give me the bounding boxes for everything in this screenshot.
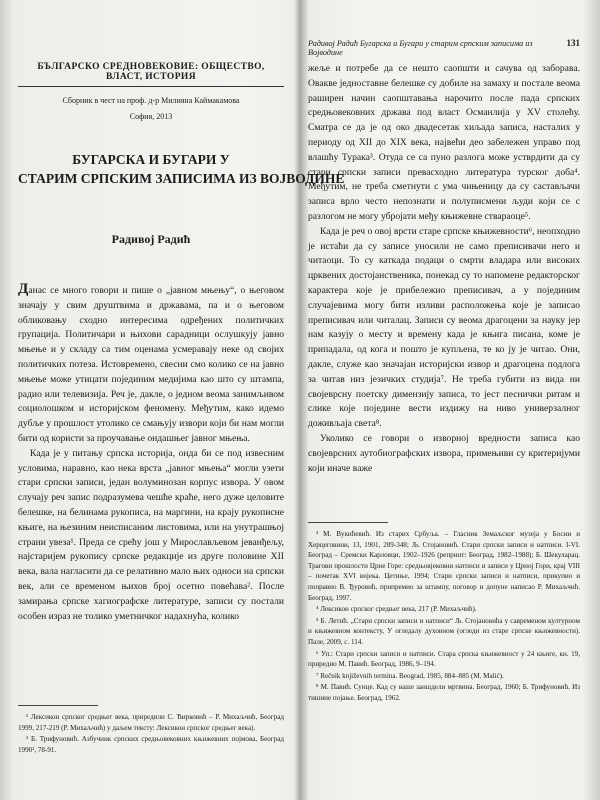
body-paragraph xyxy=(18,282,284,447)
article-title-line-2: СТАРИМ СРПСКИМ ЗАПИСИМА ИЗ ВОЈВОДИНЕ xyxy=(18,171,345,186)
body-paragraph: жеље и потребе да се нешто саопшти и сачува од заборава. Овакве једноставне белешке су добиле на замаху и постале веома раширен начин саопштавања нарочито после пада српских средњовековних држава под власт Османлија у XV столећу. Сматра се да је од око двадесетак хиљада записа, насталих у периоду од XII до XIX века, највећи део забележен управо под влашћу Турака³. Отуда се са пуно разлога може устврдити да су стари српски записи превасходно литература турског доба⁴. Међутим, не треба сметнути с ума чињеницу да су састављачи записа врло често непознати и полуписмени људи који се с разлогом не могу убројати међу књижевне ствараоце⁵. xyxy=(308,63,580,222)
page-number: 131 xyxy=(566,38,580,48)
right-page xyxy=(308,0,580,800)
running-head xyxy=(308,38,580,57)
footnote: ⁷ Rečnik književnih termina. Beograd, 1985, 884–885 (M. Malić). xyxy=(316,671,504,680)
body-paragraph: Када је реч о овој врсти старе српске књижевности⁶, неопходно је истаћи да су записе уносили не само преписивачи него и читаоци. То су каткада подаци о смрти владара или високих црквених достојанственика, понекад су то напомене редакторског карактера које је прибележио преписивач, а у појединим случајевима могу бити изливи расположења које је записао преписивач или читалац. Записи су веома драгоцени за науку јер нам казују о месту и времену када је књига писана, коме је припадала, од кога и пошто је купљена, те ко ју је читао. Они, дакле, служе као значајан историјски извор и драгоцена подлога за читав низ језичких студија⁷. Не треба губити из вида ни својеврсну поетску димензију записа, то јест песнички ритам и слике које поједине вести издижу на ниво универзалног доживљаја света⁸. xyxy=(308,225,580,430)
right-footnotes xyxy=(308,529,580,705)
body-paragraph: Уколико се говори о изворној вредности записа као својеврсних аутобиографских извора, примењиви су критеријуми који иначе важе xyxy=(308,432,580,474)
article-author: Радивој Радић xyxy=(111,232,191,246)
footnote: ⁴ Лексикон српског средњег века, 217 (Р. Михаљчић). xyxy=(316,605,477,614)
running-head-text: Радивој Радић Бугарска и Бугари у старим српским записима из Војводине xyxy=(308,39,533,57)
article-title xyxy=(18,150,345,188)
series-title: БЪЛГАРСКО СРЕДНОВЕКОВИЕ: ОБЩЕСТВО, ВЛАСТ, ИСТОРИЯ xyxy=(18,62,284,87)
footnote-rule xyxy=(308,522,388,523)
footnote: ³ М. Вукићевић. Из старих Србуља. – Гласник Земаљског музеја у Босни и Херцеговини, 13, 1901, 289-348; Љ. Стојановић. Стари српски записи и натписи. I-VI. Београд – Сремски Карловци, 1902–1926 (репринт: Београд, 1982–1988); Б. Шекуларац. Трагови прошлости Црне Горе: средњовјековни натписи и записи у Црној Гори, крај VIII – почетак XVI вијека. Цетиње, 1994; Стари српски записи и натписи, прикупио и поправио В. Ђуровић, припремио за штампу, поговор и допуне написао Р. Михаљчић. Београд, 1997. xyxy=(308,530,580,602)
left-body-text xyxy=(18,282,284,624)
footnote: ⁶ Уп.: Стари српски записи и натписи. Стара српска књижевност у 24 књиге, кн. 19, приредио М. Павић. Београд, 1986, 9–194. xyxy=(308,649,580,669)
left-footnotes xyxy=(18,712,284,756)
article-title-line-1: БУГАРСКА И БУГАРИ У xyxy=(72,152,230,167)
body-paragraph: Када је у питању српска историја, онда би се под извесним условима, наравно, као нека врста „јавног мњења“ могли узети стари српски записи, један волуминозан корпус извора. У овом случају реч запис подразумева чешће краће, него дуже целовите белешке, на белинама рукописа, на маргини, на крају рукописне књиге, на њезиним неисписаним листовима, или на унутрашњој страни увеза¹. Преда се срећу још у Мирослављевом јеванђељу, најстаријем рукопису српске редакције из друге половине XII века, вала нагласити да се релативно мало њих односи на српски век, али се временом њихов број осетно повећава². После замирања српске хагиографске литературе, записи су постали особен израз не толико уметничког надахнућа, колико xyxy=(18,447,284,622)
footnote: ⁸ М. Павић. Сунце. Кад су ваше заншдели мртвина. Београд, 1960; Б. Трифуновић. Из тишине појање. Београд, 1962. xyxy=(308,683,580,702)
drop-cap: Д xyxy=(18,281,29,297)
footnote-rule xyxy=(18,705,98,706)
paragraph-text: анас се много говори и пише о „јавном мњењу“, о његовом значају у свим друштвима и државама, па и о његовом обликовању сходно интересима одређених политичких групација. Политичари и њихови сарадници ослушкују јавно мњење и у складу са тим оценама усмеравају неке од својих политичких потеза. Истовремено, свесни смо колико се на јавно мњење може утицати појединим медијима као што су штампа, радио или телевизија. Реч је, дакле, о једном веома занимљивом социолошком и историјском феномену. Међутим, како идемо дубље у прошлост утолико се смањују извори који би нам могли бити од користи за проучавање ондашњег јавног мњења. xyxy=(18,285,284,444)
left-page xyxy=(18,0,345,800)
footnote: ² Б. Трифуновић. Азбучник српских средњовековних књижевних појмова, Београд 1990², 78-91. xyxy=(18,735,284,754)
collection-line: Сборник в чест на проф. д-р Милияна Каймакамова xyxy=(62,96,240,105)
footnote: ¹ Лексикон српског средњег века, приредили С. Ћирковић – Р. Михаљчић, Београд 1999, 217-219 (Р. Михаљчић) у даљем тексту: Лексикон српског средњег века). xyxy=(18,713,284,732)
place-year: София, 2013 xyxy=(129,112,173,121)
footnote: ⁵ Б. Летић. „Стари српски записи и натписи“ Љ. Стојановића у савременом културном и књижевном контексту, У огледалу духовном (огледи из старе српске књижевности). Пале, 2009, с. 114. xyxy=(308,616,580,646)
right-body-text xyxy=(308,62,580,476)
